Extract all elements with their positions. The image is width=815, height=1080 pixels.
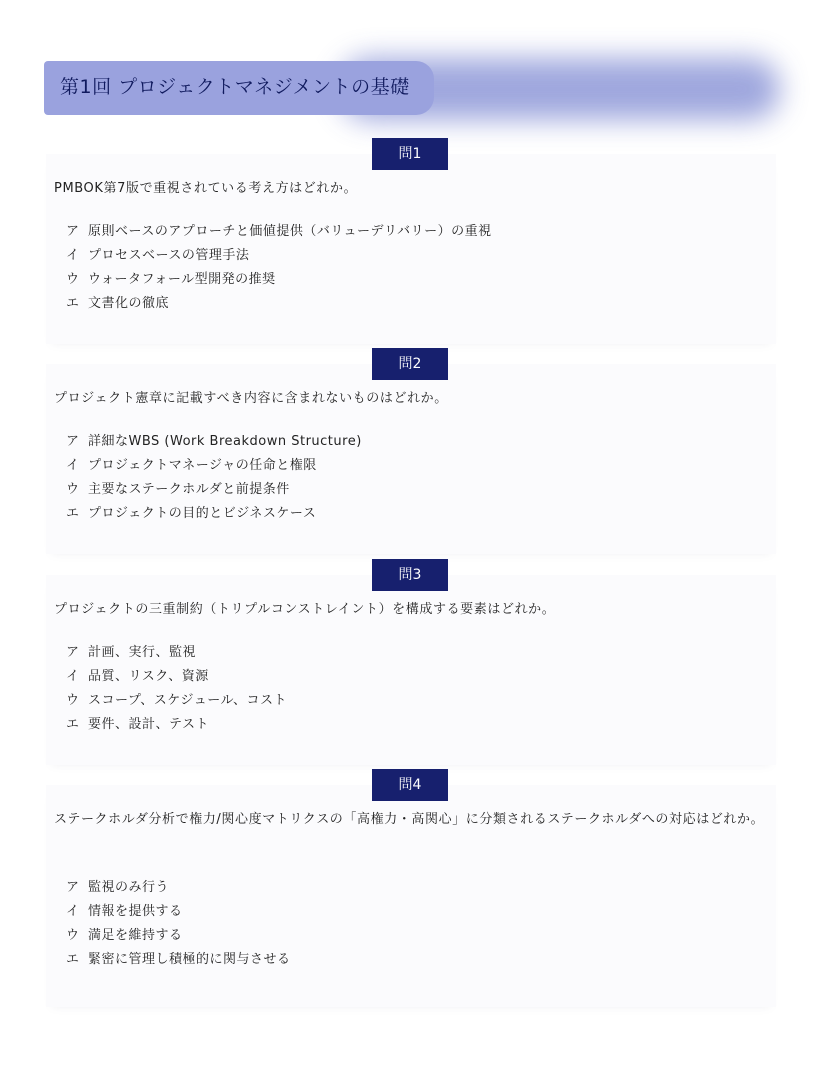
option-text: プロジェクトの目的とビジネスケース [88, 506, 317, 521]
option-letter: イ [66, 669, 80, 684]
option-text: 品質、リスク、資源 [88, 669, 209, 684]
question-1-options [66, 220, 492, 316]
option-letter: ウ [66, 693, 80, 708]
option-i[interactable] [66, 900, 291, 924]
question-4-options [66, 876, 291, 972]
question-2-badge: 問2 [372, 348, 448, 380]
option-a[interactable] [66, 876, 291, 900]
question-3-text: プロジェクトの三重制約（トリプルコンストレイント）を構成する要素はどれか。 [54, 602, 556, 617]
option-letter: エ [66, 296, 80, 311]
question-4-text: ステークホルダ分析で権力/関心度マトリクスの「高権力・高関心」に分類されるステークホルダへの対応はどれか。 [54, 812, 765, 827]
option-text: 情報を提供する [88, 904, 183, 919]
option-a[interactable] [66, 430, 362, 454]
option-text: プロセスベースの管理手法 [88, 248, 250, 263]
question-2-text: プロジェクト憲章に記載すべき内容に含まれないものはどれか。 [54, 391, 448, 406]
question-3-options [66, 641, 287, 737]
option-text: ウォータフォール型開発の推奨 [88, 272, 276, 287]
option-i[interactable] [66, 665, 287, 689]
option-text: 要件、設計、テスト [88, 717, 209, 732]
option-text: 主要なステークホルダと前提条件 [88, 482, 290, 497]
option-letter: ア [66, 434, 80, 449]
option-letter: ウ [66, 482, 80, 497]
option-text: 計画、実行、監視 [88, 645, 197, 660]
option-letter: イ [66, 904, 80, 919]
option-letter: イ [66, 458, 80, 473]
option-i[interactable] [66, 454, 362, 478]
option-e[interactable] [66, 292, 492, 316]
option-e[interactable] [66, 713, 287, 737]
option-letter: ア [66, 224, 80, 239]
option-u[interactable] [66, 924, 291, 948]
option-letter: ウ [66, 928, 80, 943]
option-text: プロジェクトマネージャの任命と権限 [88, 458, 317, 473]
option-u[interactable] [66, 689, 287, 713]
option-letter: ア [66, 880, 80, 895]
option-a[interactable] [66, 641, 287, 665]
question-1-badge: 問1 [372, 138, 448, 170]
page-title: 第1回 プロジェクトマネジメントの基礎 [60, 76, 410, 98]
option-letter: エ [66, 506, 80, 521]
option-letter: ウ [66, 272, 80, 287]
option-text: 緊密に管理し積極的に関与させる [88, 952, 291, 967]
option-u[interactable] [66, 268, 492, 292]
question-2-options [66, 430, 362, 526]
option-letter: ア [66, 645, 80, 660]
option-u[interactable] [66, 478, 362, 502]
option-text: 満足を維持する [88, 928, 183, 943]
question-3-badge: 問3 [372, 559, 448, 591]
option-e[interactable] [66, 502, 362, 526]
option-letter: イ [66, 248, 80, 263]
option-e[interactable] [66, 948, 291, 972]
option-a[interactable] [66, 220, 492, 244]
option-i[interactable] [66, 244, 492, 268]
option-letter: エ [66, 952, 80, 967]
option-text: 原則ベースのアプローチと価値提供（バリューデリバリー）の重視 [88, 224, 492, 239]
option-text: 監視のみ行う [88, 880, 170, 895]
option-text: スコープ、スケジュール、コスト [88, 693, 287, 708]
question-4-badge: 問4 [372, 769, 448, 801]
option-text: 詳細なWBS (Work Breakdown Structure) [88, 434, 362, 449]
option-text: 文書化の徹底 [88, 296, 170, 311]
question-1-text: PMBOK第7版で重視されている考え方はどれか。 [54, 181, 358, 196]
option-letter: エ [66, 717, 80, 732]
